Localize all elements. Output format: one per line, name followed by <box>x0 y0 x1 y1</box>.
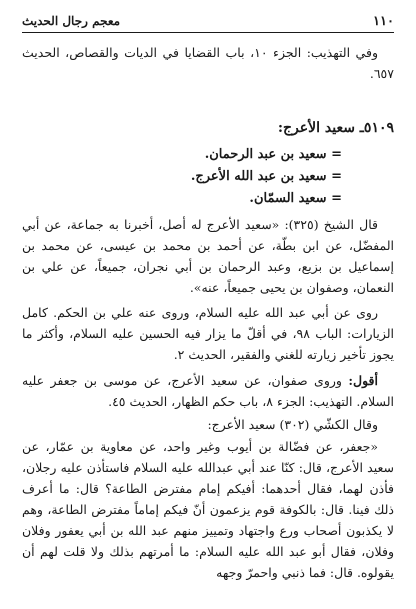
synonym-item: = سعيد بن عبد الله الأعرج. <box>190 169 342 184</box>
synonym-item: = سعيد السمّان. <box>249 191 342 206</box>
book-title: معجم رجال الحديث <box>22 14 121 28</box>
running-header <box>22 14 394 34</box>
paragraph-hadith: «جعفر، عن فضّالة بن أيوب وغير واحد، عن معاوية بن عمّار، عن سعيد الأعرج، قال: كنّا عند أبي عبدالله عليه السلام فاستأذن عليه رجلان، فأذن لهما، فقال أحدهما: أفيكم إمام مفترض الطاعة؟ قال: ما أعرف ذلك فينا. قال: بالكوفة قوم يزعمون أنّ فيكم إماماً مفترض الطاعة، وهم لا يكذبون أصحاب ورع واجتهاد وتمييز منهم عبد الله بن أبي يعفور وفلان وفلان، فقال أبو عبد الله عليه السلام: ما أمرتهم بذلك ولا قلت لهم أن يقولوه. قال: فما ذنبي واحمرّ وجهه <box>22 439 394 580</box>
paragraph-kamil: روى عن أبي عبد الله عليه السلام، وروى عنه علي بن الحكم. كامل الزيارات: الباب ٩٨، في أقلّ ما يزار فيه الحسين عليه السلام، وأكثر ما يجوز تأخير زيارته للغني والفقير، الحديث ٢. <box>22 305 395 362</box>
header-rule <box>22 32 394 33</box>
page-number: ١١٠ <box>373 14 394 29</box>
paragraph-kashshi: وقال الكشّي (٣٠٢) سعيد الأعرج: <box>207 417 378 432</box>
aqul-label: أقول: <box>348 373 378 388</box>
paragraph-aqul <box>22 370 394 412</box>
synonym-list <box>22 144 394 210</box>
paragraph-shaykh: قال الشيخ (٣٢٥): «سعيد الأعرج له أصل، أخبرنا به جماعة، عن أبي المفضّل، عن ابن بطّة، عن أحمد بن محمد بن عيسى، عن محمد بن إسماعيل بن بزيع، وعبد الرحمان بن أبي نجران، جميعاً، عن علي بن النعمان، وصفوان بن يحيى جميعاً، عنه». <box>22 217 394 295</box>
intro-paragraph: وفي التهذيب: الجزء ١٠، باب القضايا في الديات والقصاص، الحديث ٦٥٧. <box>22 45 394 81</box>
synonym-item: = سعيد بن عبد الرحمان. <box>204 147 342 162</box>
aqul-text: وروى صفوان، عن سعيد الأعرج، عن موسى بن جعفر عليه السلام. التهذيب: الجزء ٨، باب حكم الظهار، الحديث ٤٥. <box>22 373 394 409</box>
entry-heading: ٥١٠٩ـ سعيد الأعرج: <box>277 120 394 136</box>
